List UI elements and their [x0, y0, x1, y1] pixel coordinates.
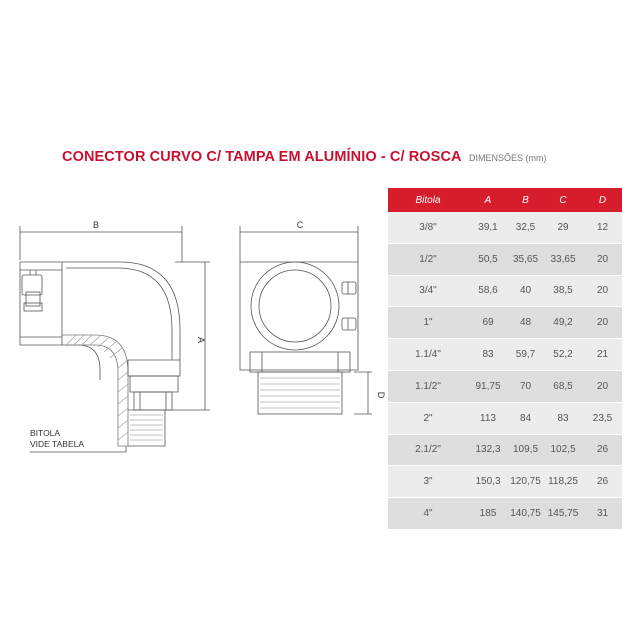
cell-d: 23,5 [592, 412, 613, 424]
table-row [388, 498, 622, 530]
product-title: CONECTOR CURVO C/ TAMPA EM ALUMÍNIO - C/ ROSCA [62, 149, 462, 165]
elbow-thread [128, 410, 165, 446]
table-row [388, 307, 622, 339]
cell-d: 20 [596, 317, 609, 329]
cell-d: 26 [596, 444, 609, 456]
cell-a: 91,75 [475, 380, 501, 392]
cell-b: 109,5 [512, 444, 539, 456]
cell-b: 48 [519, 317, 532, 329]
cell-a: 58,6 [478, 285, 498, 297]
label-c: C [296, 220, 304, 230]
cell-b: 40 [519, 285, 532, 297]
table-row [388, 244, 622, 276]
cell-a: 69 [482, 317, 494, 329]
cell-bitola: 1" [423, 317, 433, 329]
front-lug-top [342, 282, 356, 294]
cell-c: 102,5 [550, 444, 576, 456]
table-row [388, 339, 622, 371]
cell-c: 83 [557, 412, 569, 424]
cell-d: 20 [596, 253, 609, 265]
header-c: C [559, 194, 567, 206]
table-row [388, 466, 622, 498]
cell-bitola: 4" [423, 508, 433, 520]
table-row [388, 212, 622, 244]
table-row [388, 435, 622, 467]
front-inner-circle [259, 270, 331, 342]
cell-c: 52,2 [553, 349, 573, 361]
cell-bitola: 1.1/4" [415, 349, 441, 361]
label-b: B [92, 220, 100, 230]
bitola-note-line1: BITOLA [30, 428, 61, 438]
cell-a: 185 [479, 508, 497, 520]
cell-bitola: 2.1/2" [415, 444, 441, 456]
cell-bitola: 3" [423, 476, 433, 488]
table-row [388, 403, 622, 435]
cell-bitola: 1.1/2" [415, 380, 441, 392]
cell-b: 32,5 [515, 221, 536, 233]
cell-d: 26 [596, 476, 609, 488]
cell-b: 35,65 [512, 253, 539, 265]
header-d: D [598, 194, 607, 206]
cell-a: 150,3 [475, 476, 501, 488]
cell-d: 12 [596, 221, 609, 233]
label-d: D [376, 391, 386, 399]
dimensions-unit-label: DIMENSÕES (mm) [469, 153, 547, 163]
cell-b: 59,7 [515, 349, 536, 361]
header-bitola: Bitola [415, 194, 441, 206]
table-row [388, 276, 622, 308]
table-row [388, 371, 622, 403]
cell-bitola: 1/2" [419, 253, 437, 265]
front-nut [250, 352, 350, 372]
bitola-note [30, 428, 84, 450]
cell-c: 118,25 [548, 476, 578, 488]
label-a: A [196, 336, 206, 344]
cell-c: 145,75 [547, 508, 579, 520]
cell-d: 20 [596, 380, 609, 392]
cell-b: 120,75 [510, 476, 541, 488]
header-a: A [484, 194, 492, 206]
cell-c: 29 [557, 221, 569, 233]
cell-d: 21 [596, 349, 609, 361]
cell-b: 70 [519, 380, 532, 392]
cell-c: 38,5 [553, 285, 573, 297]
cell-a: 83 [482, 349, 494, 361]
cell-a: 132,3 [475, 444, 501, 456]
cell-bitola: 3/4" [419, 285, 437, 297]
front-lug-bottom [342, 318, 356, 330]
cell-c: 33,65 [550, 253, 576, 265]
cell-c: 68,5 [553, 380, 573, 392]
cell-bitola: 2" [423, 412, 433, 424]
cell-c: 49,2 [553, 317, 573, 329]
dimensions-table [388, 188, 622, 530]
cell-a: 113 [480, 412, 496, 424]
elbow-inner-curve [62, 345, 100, 380]
header-b: B [522, 194, 529, 206]
cell-b: 140,75 [510, 508, 541, 520]
cell-a: 50,5 [478, 253, 498, 265]
cell-d: 31 [596, 508, 609, 520]
table-header [388, 188, 622, 212]
cell-bitola: 3/8" [419, 221, 437, 233]
front-body [240, 262, 358, 370]
cell-d: 20 [596, 285, 609, 297]
cell-a: 39,1 [478, 221, 498, 233]
elbow-nut [128, 360, 180, 376]
bitola-note-line2: VIDE TABELA [30, 439, 85, 449]
front-outer-circle [251, 262, 339, 350]
cell-b: 84 [519, 412, 532, 424]
